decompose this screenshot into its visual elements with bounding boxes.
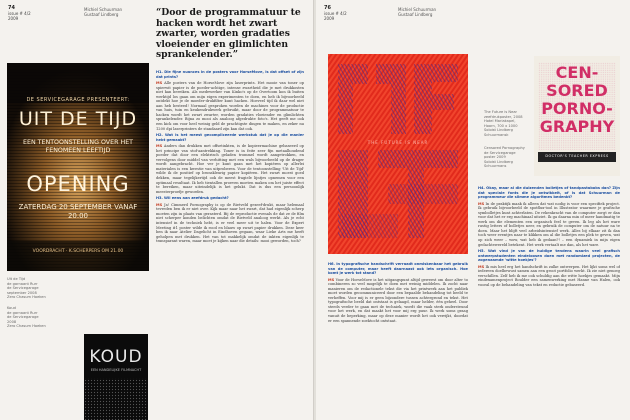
poster-future-is-near [328,54,468,254]
left-page [0,0,314,420]
poster-uit-de-tijd [7,63,149,271]
poster-strip-text: DOCTOR'S TEACHER EXPRESS [545,154,609,158]
question-paragraph: H5. Wat vind je van de huidige tendens waarin veel grafisch ontwerpstudenten eindeloosen doen met randomized projecten, de zogenaamde 'witte hoekjes'? [478,249,620,263]
poster-koud-title: KOUD [89,347,143,367]
caption-line: poster 2009 [484,155,506,160]
caption-line: Schuurmansk [484,132,509,137]
page-folio [8,6,31,21]
poster-title-a: UIT DE TIJD [18,108,138,130]
answer-paragraph: MS Anders dan drukken met offsetinkten, is de kopieermachine gebaseerd op het principe van stof-aantrekking. Toner is in feite zeer fijn metaalhoudend poeder dat door een elektrisch geladen trommel wordt aangetrokken, en vervolgens door middel van verhitting met een wals bijvoorbeeld op de drager wordt aangebracht. Hoe ver je kunt gaan met het kopiëren op allerlei materialen is een kwestie van uitproberen. Voor de tentoonstelling 'Uit de Tijd' wilde ik de positief op bronskleurig papier kopiëren. Het zwart moest goed dekken, maar tegelijkertijd ook de meest fragiele lijntjes opnemen voor een optimaal resultaat. Ik heb tientallen proeven moeten maken om het juiste effect te bereiken, maar uiteindelijk is het gelukt. Dat is dus een persoonlijk meesterproefje geworden. [156,144,304,194]
caption-line: Koud [7,306,16,310]
caption-line: de garnaant Rurr [7,281,38,286]
issue-year: 2009 [8,16,19,21]
answer-text: In de praktijk maak ik alleen dat wat nodig is voor een specifiek project. Ik gebruik bijvoorbeeld de spotflux-tool in Illustrator waarmee je grafische symbolletjes kunt achterlaten. De rekenkracht van de computer zorgt er dan voor dat het er erg machinaal uitziet. Ik ga daarna min of meer handmatig te werk om die elementen een organisch feel te geven. Ik leg als het ware rustig letters of bolletjes neer, en gebruik de computer om de natuur na te doen. Maar het blijft veel arbeidsintensief werk. Alles bij elkaar zit ik dan toch weer eventjes naar te klikken om al die bolletjes een plek te geven, wat op zich weer – wow, wat heb ik gedaan?! – een dynamiek in mijn eigen gedachtewereld betekent. Het werk vertaalt me dan, als het ware. [478,201,620,247]
poster-red-title: THE FUTURE IS NEAR [367,140,429,145]
author-name: Michiel Schuurman [398,7,437,12]
page-folio [324,6,347,21]
issue-line: issue # 4/2 [8,11,31,16]
poster-subtitle: EEN TENTOONSTELLING OVER HET FENOMEEN LEEFTIJD [22,139,134,154]
caption-line: Censored Pornography [484,146,525,150]
author-block [398,7,436,17]
author-sub: Gustaaf Lindberg [84,12,119,17]
poster-top-text: DE SERVICEGARAGE PRESENTEERT: [26,97,130,103]
caption-line: Soloist Lindberg [484,159,513,164]
question-text: Die fijne nuances in de posters voor HorseMove, is dat offset of zijn dat prints? [156,70,304,79]
caption-poster-censored [484,146,528,169]
caption-poster-1 [7,277,77,300]
poster-footer: VOORDRACHT · K.SCHERPERS OM 21.00 [32,249,124,254]
caption-line: Uit de Tijd [7,277,26,281]
pull-quote: “Door de programmatuur te hacken wordt het zwart zwarter, worden gradaties vloeiender en glimlichten sprankelender.” [156,7,301,60]
poster-title-line: PORNO- [541,99,613,118]
caption-line: Zero Chasum Hoeken [7,324,46,329]
page-number: 74 [8,5,15,11]
answer-paragraph: MS Alle posters van de HorseMove zijn laserprints. Het mooie van toner op spierwit papier is de poeder-achtige, intense zwartheid die je met drukkosten niet kan bereiken. Als medewerker van Kinko's op de Overtoom kon ik buiten werktijd los gaan om mijn eigen experimenten te doen, en heb ik bijvoorbeeld ontdekt hoe je de moeder-drukfilter kunt hacken. Hoeveel tijd ik daar wel niet aan heb besteed! Normaal gesproken worden de machines voor de productie van huis, tuin en keukendrukwerk gebruikt, maar door de programmatuur te hacken wordt het zwart zwarter, worden gradaties vloeiender en glimlichten sprankelender. Bijna zo mooi als analoog afgedrukte foto's. Het geeft me ook een kick om voor heel weinig geld de prachtigste dingen te maken, en zeker nu 1200 dpi laserprinters de standaard zijn kan dat ook. [156,81,304,131]
question-text: Wil eens aan zeefdruk gedacht? [164,196,229,201]
caption-poster-red [484,110,528,138]
poster-title-line: CEN- [555,63,599,82]
poster-koud-subtitle: EEN HANDELIJKE FILMNACHT [90,368,142,372]
answer-text: Anders dan drukken met offsetinkten, is de kopieermachine gebaseerd op het principe van stof-aantrekking. Toner is in feite zeer fijn metaalhoudend poeder dat door een elektrisch geladen trommel wordt aangetrokken, en vervolgens door middel van verhitting met een wals bijvoorbeeld op de drager wordt aangebracht. Hoe ver je kunt gaan met het kopiëren op allerlei materialen is een kwestie van uitproberen. Voor de tentoonstelling 'Uit de Tijd' wilde ik de positief op bronskleurig papier kopiëren. Het zwart moest goed dekken, maar tegelijkertijd ook de meest fragiele lijntjes opnemen voor een optimaal resultaat. Ik heb tientallen proeven moeten maken om het juiste effect te bereiken, maar uiteindelijk is het gelukt. Dat is dus een persoonlijk meesterproefje geworden. [156,144,304,194]
interview-body-left [156,70,304,415]
author-sub: Gustaaf Lindberg [398,12,433,17]
poster-koud [84,334,148,420]
caption-line: Hotel Mariakapel, [484,119,516,124]
question-paragraph: H1. Die fijne nuances in de posters voor HorseMove, is dat offset of zijn dat prints? [156,70,304,79]
caption-line: The Future is Near [484,110,518,114]
poster-date-line: ZATERDAG 20 SEPTEMBER VANAF 20.00 [18,203,138,220]
interview-body-left-col [328,262,468,416]
page-number: 76 [324,5,331,11]
poster-title-line: SORED [546,81,608,100]
caption-line: de garnaant Rurr [7,310,38,315]
poster-title-b: OPENING [26,172,130,196]
caption-poster-2 [7,306,77,329]
poster-title-stack [538,64,616,136]
caption-line: Zero Chasum Hoeken [7,295,46,300]
question-text: Wat is het meest gecompliceerde werkstuk dat je op die manier hebt gemaakt? [156,133,304,142]
question-text: Wat vind je van de huidige tendens waarin veel grafisch ontwerpstudenten eindeloosen doen met randomized projecten, de zogenaamde 'witte hoekjes'? [478,249,620,263]
poster-title-line: GRAPHY [539,117,615,136]
answer-paragraph: MS In de praktijk maak ik alleen dat wat nodig is voor een specifiek project. Ik gebruik bijvoorbeeld de spotflux-tool in Illustrator waarmee je grafische symbolletjes kunt achterlaten. De rekenkracht van de computer zorgt er dan voor dat het er erg machinaal uitziet. Ik ga daarna min of meer handmatig te werk om die elementen een organisch feel te geven. Ik leg als het ware rustig letters of bolletjes neer, en gebruik de computer om de natuur na te doen. Maar het blijft veel arbeidsintensief werk. Alles bij elkaar zit ik dan toch weer eventjes naar te klikken om al die bolletjes een plek te geven, wat op zich weer – wow, wat heb ik gedaan?! – een dynamiek in mijn eigen gedachtewereld betekent. Het werk vertaalt me dan, als het ware. [478,201,620,247]
caption-line: de Servicegarage [7,286,39,291]
caption-line: Soloist Lindberg [484,128,513,133]
issue-line: issue # 4/2 [324,11,347,16]
answer-text: Ja! Cimmerd Pornography is op de Rietveld gezeef-drukt, maar helemaal tevreden ben ik er niet over. Kijk maar naar het zwart, dat had eigenlijk scherp moeten zijn in plaats van gerasterd. Bij de reproductie evenals de dat ze de film niet scherper konden belichten omdat de Rietveld analoog werkt. Als je echt intensief in de techniek hebt, is er veel meer uit te halen. Voor de Expert Meeting #1 poster wilde ik rood en blauw op zwart papier drukken. Deze keer ben ik naar Atelier Dagelicht in Eindhoven gegaan, waar Lieke Arts me heeft geholpen met drukken. Het van tot makkelijk omdat de inkten eigenlijk te transparant waren, maar moet je kijken naar die details: mooi geworden, toch? [156,202,304,244]
author-block [84,7,122,17]
question-paragraph: H6. In typografische handschrift verraadt onmiskenbaar het gebruik van de computer, maar heeft daarnaast ook iets organisch. Hoe komt je werk tot stand? [328,262,468,276]
right-page [316,0,630,420]
poster-texture [328,54,468,254]
answer-paragraph: MS Ik mis heel erg het handschrift in zulke ontwerpen. Het lijkt soms wel of iedereen doelbewust samen aan een groot portfolio werkt. Ik zie niet genoeg verschillen. Zelf heb ik me ook schuldig aan die witte hoekjes gemaakt. Mijn eindexamenproject Boulder een samenwerking met Hanne van Halen, ook vooral op de behandeling van tekst en reductie gebaseerd. [478,264,620,287]
answer-paragraph: MS Ja! Cimmerd Pornography is op de Rietveld gezeef-drukt, maar helemaal tevreden ben ik er niet over. Kijk maar naar het zwart, dat had eigenlijk scherp moeten zijn in plaats van gerasterd. Bij de reproductie evenals de dat ze de film niet scherper konden belichten omdat de Rietveld analoog werkt. Als je echt intensief in de techniek hebt, is er veel meer uit te halen. Voor de Expert Meeting #1 poster wilde ik rood en blauw op zwart papier drukken. Deze keer ben ik naar Atelier Dagelicht in Eindhoven gegaan, waar Lieke Arts me heeft geholpen met drukken. Het van tot makkelijk omdat de inkten eigenlijk te transparant waren, maar moet je kijken naar die details: mooi geworden, toch? [156,202,304,244]
question-paragraph: H4. Okay, maar al die duizenden bolletjes of tandpastabobs dan? Zijn dat speciale fonts die je ontwikkelt, of is dat Schuurman de programmeur die slimme algoritmes bedenkt? [478,186,620,200]
answer-text: Voor de HorseMove is het uitgangspunt altijd geweest om door alter to combineren zo veel mogelijk te doen met weinig middelen. Ik zocht naar manieren om de redactionele tekst die via het printwerk aan het publiek moet worden gecommuniceerd door een bepaalde behandeling tot beeld te verheffen. Voor mij is er geen bijzondere tussen achtergrond en tekst. Het typografische beeld dat ontstaat is gelaagd, maar helder, één geheel. Door steeds verder te gaan met de techniek, wordt die vaak sterk ondersteund voor het werk, en dat maakt het voor mij erg puur. Ik werk soms graag vanuit de beperking, maar op deze manier wordt het ook verrijkt, doordat er een spannende zoektocht ontstaat. [328,277,468,323]
caption-line: de Servicegarage [7,315,39,320]
caption-line: Schuurmans [484,164,507,169]
question-paragraph: H2. Wat is het meest gecompliceerde werkstuk dat je op die manier hebt gemaakt? [156,133,304,142]
caption-line: zeefdrukposter, 2008 [484,114,523,119]
poster-censored-pornography [534,56,620,176]
question-text: In typografische handschrift verraadt onmiskenbaar het gebruik van de computer, maar heeft daarnaast ook iets organisch. Hoe komt je werk tot stand? [328,262,468,276]
caption-line: september 2008 [7,290,37,295]
answer-text: Alle posters van de HorseMove zijn laserprints. Het mooie van toner op spierwit papier is de poeder-achtige, intense zwartheid die je met drukkosten niet kan bereiken. Als medewerker van Kinko's op de Overtoom kon ik buiten werktijd los gaan om mijn eigen experimenten te doen, en heb ik bijvoorbeeld ontdekt hoe je de moeder-drukfilter kunt hacken. Hoeveel tijd ik daar wel niet aan heb besteed! Normaal gesproken worden de machines voor de productie van huis, tuin en keukendrukwerk gebruikt, maar door de programmatuur te hacken wordt het zwart zwarter, worden gradaties vloeiender en glimlichten sprankelender. Bijna zo mooi als analoog afgedrukte foto's. Het geeft me ook een kick om voor heel weinig geld de prachtigste dingen te maken, en zeker nu 1200 dpi laserprinters de standaard zijn kan dat ook. [156,81,304,131]
caption-line: Hoorn, 700 x 1000 [484,123,518,128]
issue-year: 2009 [324,16,335,21]
answer-text: Ik mis heel erg het handschrift in zulke ontwerpen. Het lijkt soms wel of iedereen doelbewust samen aan een groot portfolio werkt. Ik zie niet genoeg verschillen. Zelf heb ik me ook schuldig aan die witte hoekjes gemaakt. Mijn eindexamenproject Boulder een samenwerking met Hanne van Halen, ook vooral op de behandeling van tekst en reductie gebaseerd. [478,264,620,287]
question-text: Okay, maar al die duizenden bolletjes of tandpastabobs dan? Zijn dat speciale fonts die je ontwikkelt, of is dat Schuurman de programmeur die slimme algoritmes bedenkt? [478,186,620,200]
answer-paragraph: MS Voor de HorseMove is het uitgangspunt altijd geweest om door alter to combineren zo veel mogelijk te doen met weinig middelen. Ik zocht naar manieren om de redactionele tekst die via het printwerk aan het publiek moet worden gecommuniceerd door een bepaalde behandeling tot beeld te verheffen. Voor mij is er geen bijzondere tussen achtergrond en tekst. Het typografische beeld dat ontstaat is gelaagd, maar helder, één geheel. Door steeds verder te gaan met de techniek, wordt die vaak sterk ondersteund voor het werk, en dat maakt het voor mij erg puur. Ik werk soms graag vanuit de beperking, maar op deze manier wordt het ook verrijkt, doordat er een spannende zoektocht ontstaat. [328,277,468,323]
poster-texture [7,63,149,271]
caption-line: 2008 [7,319,17,324]
question-paragraph: H3. Wil eens aan zeefdruk gedacht? [156,196,229,201]
author-name: Michiel Schuurman [84,7,123,12]
caption-line: de Servicegarage [484,150,516,155]
interview-body-right [478,186,620,416]
